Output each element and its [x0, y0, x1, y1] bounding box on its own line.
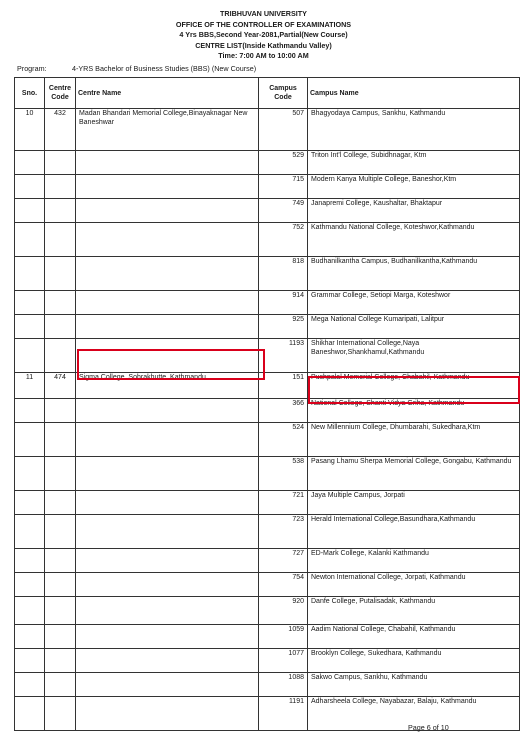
centre-name-cell: [76, 399, 259, 423]
program-value: 4-YRS Bachelor of Business Studies (BBS) (New Course): [72, 64, 257, 73]
sno-cell: [15, 697, 45, 731]
centre-code-cell: [45, 649, 76, 673]
campus-name-cell: Herald International College,Basundhara,Kathmandu: [308, 515, 520, 549]
campus-name-cell: New Millennium College, Dhumbarahi, Sukedhara,Ktm: [308, 423, 520, 457]
header-sno: Sno.: [15, 78, 45, 109]
centre-code-cell: 432: [45, 109, 76, 151]
table-header-row: [15, 78, 520, 109]
table-row: [15, 257, 520, 291]
campus-name-cell: Aadim National College, Chabahil, Kathmandu: [308, 625, 520, 649]
sno-cell: [15, 597, 45, 625]
header-campus-name: Campus Name: [308, 78, 520, 109]
campus-name-cell: Triton Int'l College, Subidhnagar, Ktm: [308, 151, 520, 175]
table-row: [15, 423, 520, 457]
centre-code-cell: [45, 339, 76, 373]
exam-time: Time: 7:00 AM to 10:00 AM: [218, 51, 309, 61]
campus-name-cell: Modern Kanya Multiple College, Baneshor,Ktm: [308, 175, 520, 199]
campus-code-cell: 538: [259, 457, 308, 491]
campus-code-cell: 366: [259, 399, 308, 423]
campus-name-cell: Grammar College, Setiopi Marga, Koteshwor: [308, 291, 520, 315]
campus-code-cell: 752: [259, 223, 308, 257]
list-title: CENTRE LIST(Inside Kathmandu Valley): [195, 40, 332, 50]
centre-code-cell: [45, 199, 76, 223]
campus-code-cell: 754: [259, 573, 308, 597]
campus-code-cell: 529: [259, 151, 308, 175]
campus-code-cell: 920: [259, 597, 308, 625]
sno-cell: [15, 625, 45, 649]
campus-name-cell: Newton International College, Jorpati, Kathmandu: [308, 573, 520, 597]
header-centre-name: Centre Name: [76, 78, 259, 109]
table-row: [15, 625, 520, 649]
table-row: [15, 109, 520, 151]
campus-code-cell: 721: [259, 491, 308, 515]
centre-code-cell: [45, 625, 76, 649]
table-body: [15, 109, 520, 731]
centre-name-cell: Sigma College, Sohrakhutte, Kathmandu: [76, 373, 259, 399]
sno-cell: [15, 549, 45, 573]
centre-code-cell: [45, 399, 76, 423]
campus-name-cell: National College, Shanti Vidya Griha, Kathmandu: [308, 399, 520, 423]
campus-name-cell: Jaya Multiple Campus, Jorpati: [308, 491, 520, 515]
table-row: [15, 315, 520, 339]
sno-cell: 11: [15, 373, 45, 399]
campus-code-cell: 1059: [259, 625, 308, 649]
centre-name-cell: [76, 597, 259, 625]
document-header: [0, 9, 527, 62]
campus-code-cell: 715: [259, 175, 308, 199]
sno-cell: [15, 151, 45, 175]
campus-name-cell: Sakwo Campus, Sankhu, Kathmandu: [308, 673, 520, 697]
centre-code-cell: [45, 515, 76, 549]
campus-name-cell: Budhanilkantha Campus, Budhanilkantha,Kathmandu: [308, 257, 520, 291]
centre-code-cell: [45, 223, 76, 257]
table-row: [15, 199, 520, 223]
centre-name-cell: [76, 151, 259, 175]
centre-name-cell: [76, 625, 259, 649]
table-row: [15, 373, 520, 399]
centre-code-cell: 474: [45, 373, 76, 399]
page-number: Page 6 of 10: [408, 723, 449, 732]
centre-code-cell: [45, 315, 76, 339]
centre-name-cell: [76, 291, 259, 315]
centre-name-cell: [76, 423, 259, 457]
centre-code-cell: [45, 549, 76, 573]
campus-code-cell: 1077: [259, 649, 308, 673]
table-row: [15, 457, 520, 491]
program-label: Program:: [17, 64, 47, 73]
table-row: [15, 291, 520, 315]
campus-name-cell: Pushpalal Memorial College, Chabahil, Kathmandu: [308, 373, 520, 399]
centre-code-cell: [45, 491, 76, 515]
table-row: [15, 573, 520, 597]
centre-name-cell: [76, 315, 259, 339]
sno-cell: [15, 339, 45, 373]
header-campus-code: Campus Code: [259, 78, 308, 109]
campus-code-cell: 727: [259, 549, 308, 573]
centre-name-cell: [76, 515, 259, 549]
campus-name-cell: Brooklyn College, Sukedhara, Kathmandu: [308, 649, 520, 673]
centre-code-cell: [45, 151, 76, 175]
campus-code-cell: 1193: [259, 339, 308, 373]
campus-name-cell: Danfe College, Putalisadak, Kathmandu: [308, 597, 520, 625]
table-row: [15, 649, 520, 673]
campus-name-cell: Bhagyodaya Campus, Sankhu, Kathmandu: [308, 109, 520, 151]
campus-code-cell: 507: [259, 109, 308, 151]
sno-cell: [15, 515, 45, 549]
centre-code-cell: [45, 423, 76, 457]
campus-code-cell: 1191: [259, 697, 308, 731]
campus-code-cell: 818: [259, 257, 308, 291]
university-name: TRIBHUVAN UNIVERSITY: [220, 9, 307, 18]
centre-code-cell: [45, 257, 76, 291]
sno-cell: [15, 399, 45, 423]
office-name: OFFICE OF THE CONTROLLER OF EXAMINATIONS: [175, 19, 352, 29]
campus-name-cell: Adharsheela College, Nayabazar, Balaju, Kathmandu: [308, 697, 520, 731]
sno-cell: [15, 223, 45, 257]
campus-code-cell: 723: [259, 515, 308, 549]
campus-code-cell: 1088: [259, 673, 308, 697]
centre-name-cell: [76, 549, 259, 573]
sno-cell: [15, 199, 45, 223]
campus-name-cell: Mega National College Kumaripati, Lalitpur: [308, 315, 520, 339]
centre-name-cell: [76, 223, 259, 257]
table-row: [15, 491, 520, 515]
sno-cell: [15, 315, 45, 339]
campus-name-cell: Shikhar International College,Naya Baneshwor,Shankhamul,Kathmandu: [308, 339, 520, 373]
centre-code-cell: [45, 673, 76, 697]
centre-name-cell: [76, 339, 259, 373]
sno-cell: [15, 257, 45, 291]
sno-cell: [15, 573, 45, 597]
campus-code-cell: 914: [259, 291, 308, 315]
centre-code-cell: [45, 697, 76, 731]
centre-code-cell: [45, 573, 76, 597]
table-row: [15, 151, 520, 175]
centre-name-cell: [76, 573, 259, 597]
campus-code-cell: 151: [259, 373, 308, 399]
sno-cell: 10: [15, 109, 45, 151]
centre-list-table: [14, 77, 520, 731]
campus-name-cell: Pasang Lhamu Sherpa Memorial College, Gongabu, Kathmandu: [308, 457, 520, 491]
table-row: [15, 175, 520, 199]
centre-code-cell: [45, 291, 76, 315]
table-row: [15, 339, 520, 373]
centre-name-cell: [76, 457, 259, 491]
centre-name-cell: [76, 649, 259, 673]
centre-name-cell: [76, 491, 259, 515]
campus-name-cell: Janapremi College, Kaushaltar, Bhaktapur: [308, 199, 520, 223]
centre-name-cell: [76, 199, 259, 223]
sno-cell: [15, 291, 45, 315]
sno-cell: [15, 491, 45, 515]
table-row: [15, 515, 520, 549]
sno-cell: [15, 175, 45, 199]
program-line: [17, 64, 257, 73]
campus-name-cell: Kathmandu National College, Koteshwor,Kathmandu: [308, 223, 520, 257]
centre-code-cell: [45, 597, 76, 625]
centre-code-cell: [45, 457, 76, 491]
campus-code-cell: 524: [259, 423, 308, 457]
table-row: [15, 549, 520, 573]
centre-name-cell: [76, 673, 259, 697]
centre-name-cell: [76, 175, 259, 199]
sno-cell: [15, 673, 45, 697]
campus-name-cell: ED-Mark College, Kalanki Kathmandu: [308, 549, 520, 573]
sno-cell: [15, 423, 45, 457]
exam-title: 4 Yrs BBS,Second Year-2081,Partial(New Course): [179, 30, 348, 40]
table-row: [15, 597, 520, 625]
centre-code-cell: [45, 175, 76, 199]
centre-name-cell: [76, 697, 259, 731]
header-centre-code: Centre Code: [45, 78, 76, 109]
campus-code-cell: 925: [259, 315, 308, 339]
centre-name-cell: [76, 257, 259, 291]
campus-code-cell: 749: [259, 199, 308, 223]
table-row: [15, 399, 520, 423]
centre-name-cell: Madan Bhandari Memorial College,Binayaknagar New Baneshwar: [76, 109, 259, 151]
table-row: [15, 673, 520, 697]
sno-cell: [15, 457, 45, 491]
sno-cell: [15, 649, 45, 673]
table-row: [15, 223, 520, 257]
